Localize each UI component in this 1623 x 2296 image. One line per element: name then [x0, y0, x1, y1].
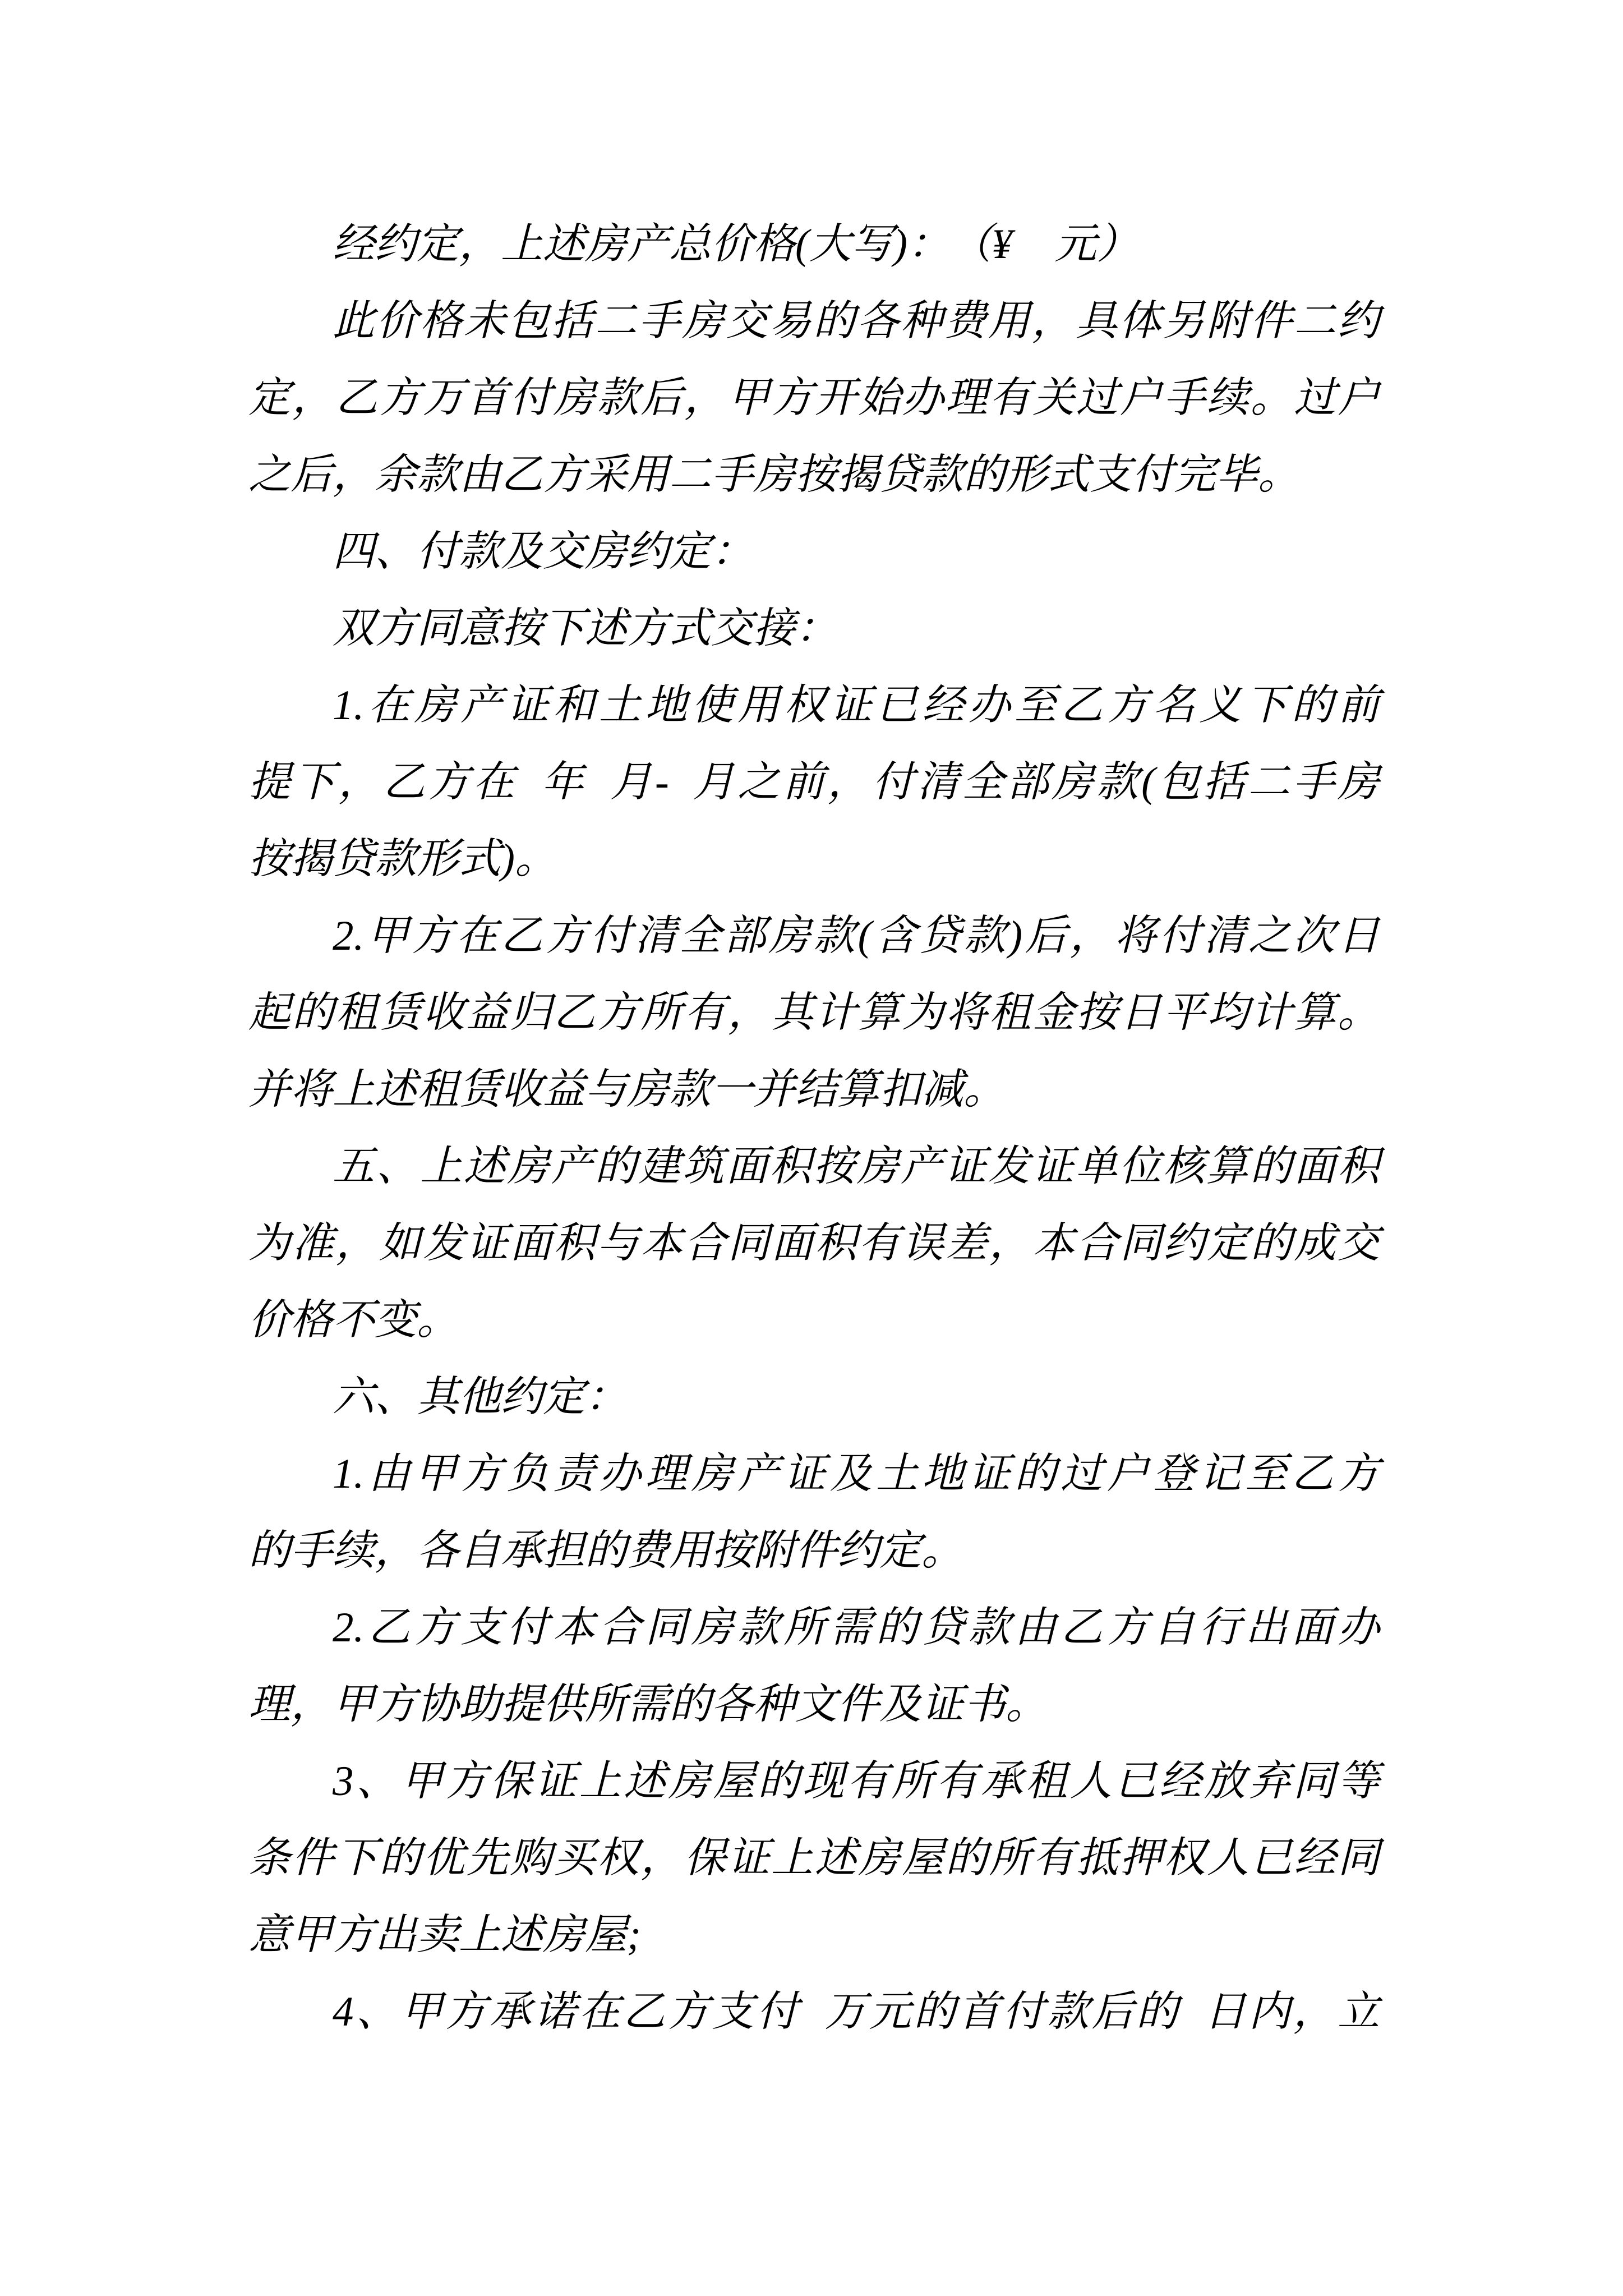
contract-line: 之后，余款由乙方采用二手房按揭贷款的形式支付完毕。: [248, 452, 1301, 498]
contract-line: 经约定，上述房产总价格(大写)： （¥ 元）: [333, 221, 1139, 268]
contract-line: 价格不变。: [248, 1297, 459, 1343]
contract-line: 条件下的优先购买权，保证上述房屋的所有抵押权人已经同: [248, 1835, 1380, 1881]
contract-line: 1.在房产证和土地使用权证已经办至乙方名义下的前: [333, 682, 1380, 729]
contract-text-block: [248, 206, 1380, 2050]
contract-line: 定，乙方万首付房款后，甲方开始办理有关过户手续。过户: [248, 375, 1380, 421]
contract-line: 按揭贷款形式)。: [248, 836, 557, 882]
contract-line: 为准，如发证面积与本合同面积有误差，本合同约定的成交: [248, 1220, 1380, 1267]
contract-line: 双方同意按下述方式交接：: [333, 605, 838, 652]
contract-line: 提下，乙方在 年 月- 月之前，付清全部房款(包括二手房: [248, 759, 1380, 806]
contract-line: 理，甲方协助提供所需的各种文件及证书。: [248, 1681, 1048, 1728]
contract-line: 4、甲方承诺在乙方支付 万元的首付款后的 日内，立: [333, 1989, 1380, 2035]
contract-line: 起的租赁收益归乙方所有，其计算为将租金按日平均计算。: [248, 990, 1380, 1036]
contract-line: 六、其他约定：: [333, 1374, 628, 1420]
contract-line: 2.乙方支付本合同房款所需的贷款由乙方自行出面办: [333, 1604, 1380, 1651]
contract-line: 2.甲方在乙方付清全部房款(含贷款)后，将付清之次日: [333, 913, 1380, 959]
contract-line: 1.由甲方负责办理房产证及土地证的过户登记至乙方: [333, 1451, 1380, 1497]
contract-line: 意甲方出卖上述房屋;: [248, 1912, 641, 1958]
contract-line: 并将上述租赁收益与房款一并结算扣减。: [248, 1066, 1006, 1113]
contract-line: 3、甲方保证上述房屋的现有所有承租人已经放弃同等: [333, 1758, 1380, 1805]
contract-line: 的手续，各自承担的费用按附件约定。: [248, 1527, 964, 1574]
contract-line: 四、付款及交房约定：: [333, 528, 754, 575]
contract-line: 此价格未包括二手房交易的各种费用，具体另附件二约: [333, 298, 1380, 344]
contract-line: 五、上述房产的建筑面积按房产证发证单位核算的面积: [333, 1143, 1380, 1190]
